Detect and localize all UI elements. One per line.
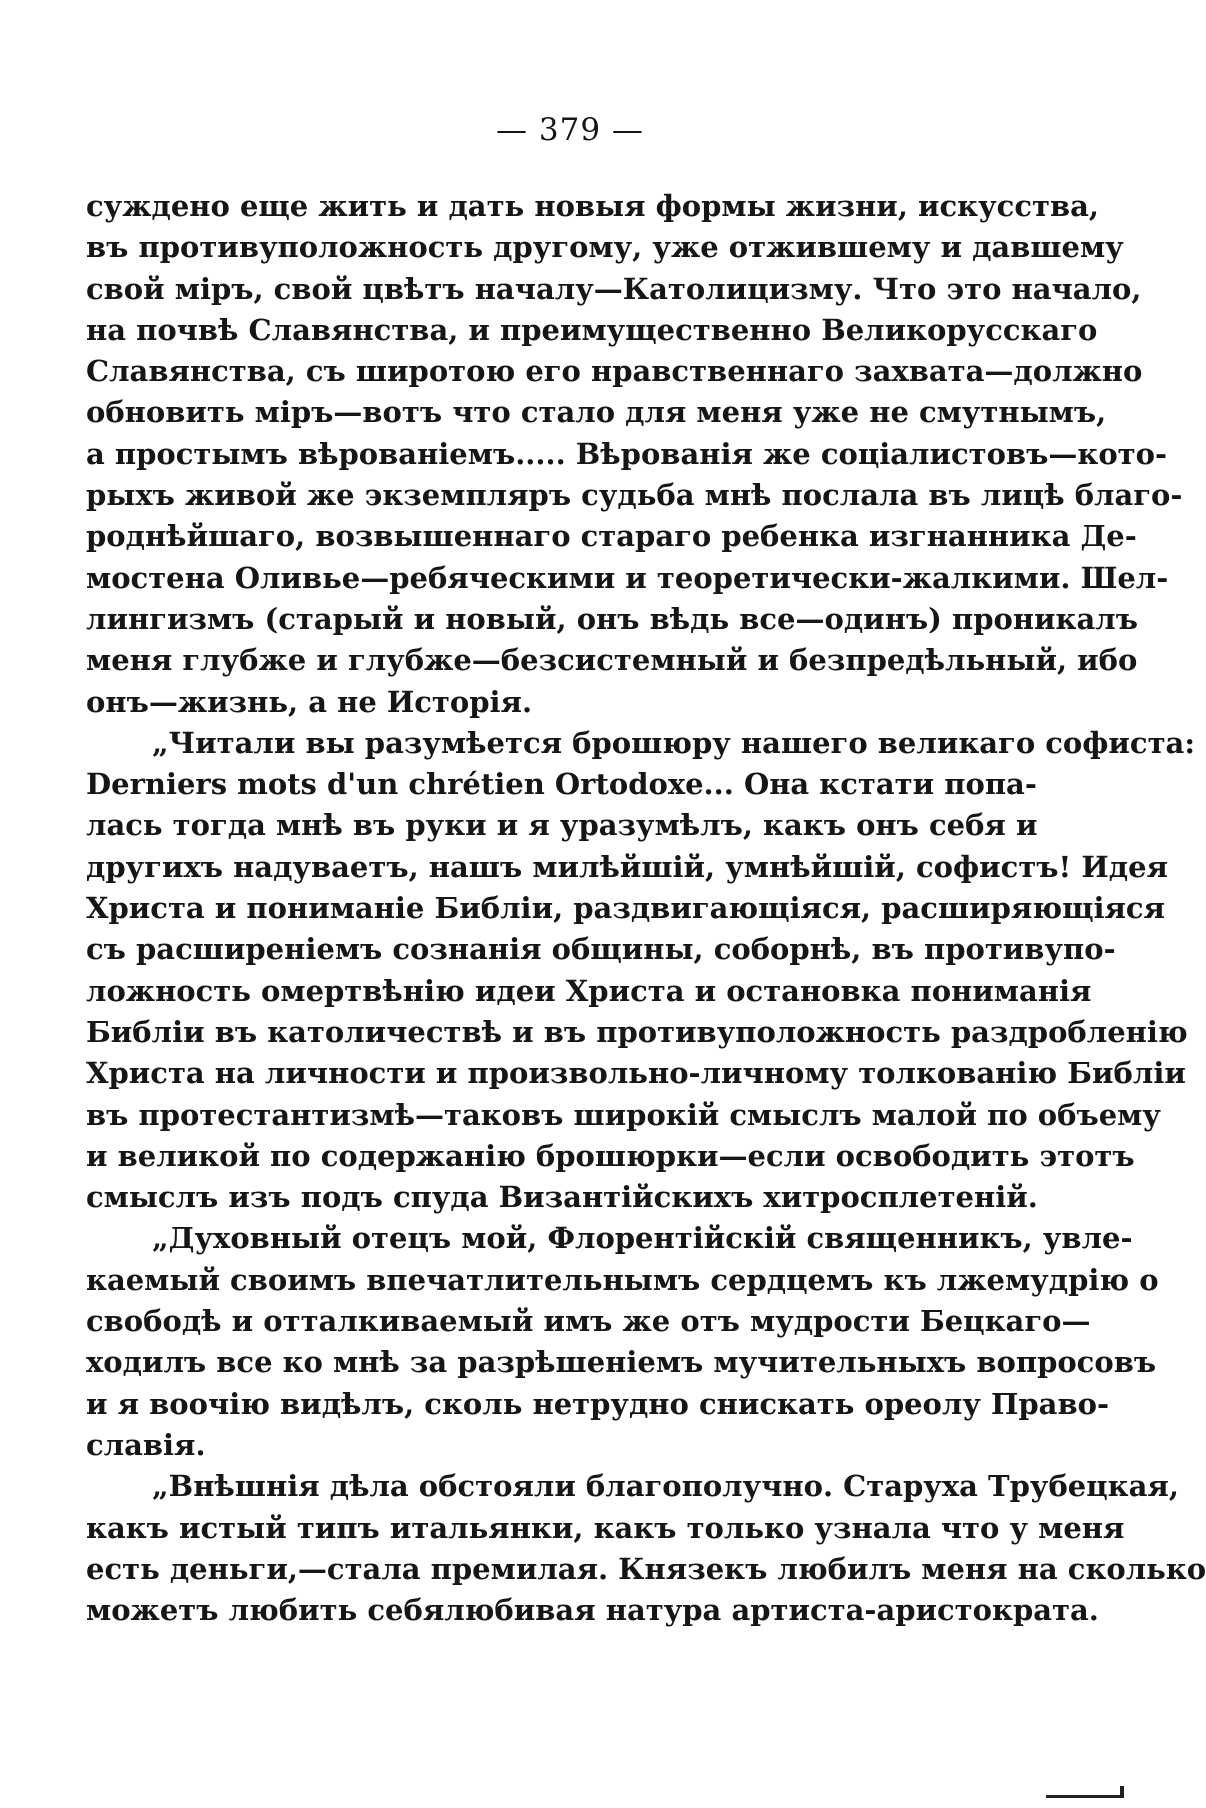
page-text: [86, 186, 1206, 1631]
text-line: въ протестантизмѣ—таковъ широкій смыслъ малой по объему: [86, 1097, 1161, 1132]
text-line: смыслъ изъ подъ спуда Византійскихъ хитросплетеній.: [86, 1180, 1038, 1215]
text-line: роднѣйшаго, возвышеннаго стараго ребенка изгнанника Де-: [86, 519, 1137, 554]
text-line: въ противуположность другому, уже отжившему и давшему: [86, 230, 1124, 265]
text-line: меня глубже и глубже—безсистемный и безпредѣльный, ибо: [86, 643, 1138, 678]
text-line: лингизмъ (старый и новый, онъ вѣдь все—одинъ) проникалъ: [86, 601, 1138, 636]
scan-corner-mark: [1046, 1795, 1124, 1798]
text-line: каемый своимъ впечатлительнымъ сердцемъ къ лжемудрію о: [86, 1262, 1159, 1297]
text-line: мостена Оливье—ребяческими и теоретически-жалкими. Шел-: [86, 560, 1169, 595]
text-line: другихъ надуваетъ, нашъ милѣйшій, умнѣйшій, софистъ! Идея: [86, 849, 1168, 884]
text-line: и великой по содержанію брошюрки—если освободить этотъ: [86, 1138, 1135, 1173]
text-line: ходилъ все ко мнѣ за разрѣшеніемъ мучительныхъ вопросовъ: [86, 1345, 1157, 1380]
text-line: и я воочію видѣлъ, сколь нетрудно снискать ореолу Право-: [86, 1386, 1109, 1421]
text-line: Славянства, съ широтою его нравственнаго захвата—должно: [86, 354, 1143, 389]
text-line: „Внѣшнія дѣла обстояли благополучно. Старуха Трубецкая,: [152, 1469, 1179, 1504]
text-line: ложность омертвѣнію идеи Христа и остановка пониманія: [86, 973, 1092, 1008]
text-line: „Духовный отецъ мой, Флорентійскій священникъ, увле-: [152, 1221, 1133, 1256]
text-line: лась тогда мнѣ въ руки и я уразумѣлъ, какъ онъ себя и: [86, 808, 1038, 843]
text-line: а простымъ вѣрованіемъ..... Вѣрованія же соціалистовъ—кото-: [86, 436, 1168, 471]
scan-corner-tick: [1120, 1786, 1124, 1798]
text-line: обновить міръ—вотъ что стало для меня уже не смутнымъ,: [86, 395, 1107, 430]
text-line: можетъ любить себялюбивая натура артиста-аристократа.: [86, 1593, 1099, 1628]
text-line: на почвѣ Славянства, и преимущественно Великорусскаго: [86, 312, 1098, 347]
text-line: свободѣ и отталкиваемый имъ же отъ мудрости Бецкаго—: [86, 1304, 1091, 1339]
text-line: Христа на личности и произвольно-личному толкованію Библіи: [86, 1056, 1186, 1091]
text-line: есть деньги,—стала премилая. Князекъ любилъ меня на сколько: [86, 1551, 1206, 1586]
text-line: суждено еще жить и дать новыя формы жизни, искусства,: [86, 189, 1100, 223]
text-line: съ расширеніемъ сознанія общины, соборнѣ, въ противупо-: [86, 932, 1116, 967]
text-line: рыхъ живой же экземпляръ судьба мнѣ послала въ лицѣ благо-: [86, 478, 1183, 513]
text-line: какъ истый типъ итальянки, какъ только узнала что у меня: [86, 1510, 1125, 1545]
text-line: онъ—жизнь, а не Исторія.: [86, 684, 533, 719]
text-line: Derniers mots d'un chrétien Ortodoxe... Она кстати попа-: [86, 767, 1037, 802]
page-number: — 379 —: [496, 112, 644, 148]
text-line: свой міръ, свой цвѣтъ началу—Католицизму. Что это начало,: [86, 271, 1142, 306]
text-line: Христа и пониманіе Библіи, раздвигающіяся, расширяющіяся: [86, 891, 1165, 926]
text-line: „Читали вы разумѣется брошюру нашего великаго софиста:: [152, 725, 1196, 760]
text-line: славія.: [86, 1427, 206, 1462]
text-line: Библіи въ католичествѣ и въ противуположность раздробленію: [86, 1014, 1188, 1049]
